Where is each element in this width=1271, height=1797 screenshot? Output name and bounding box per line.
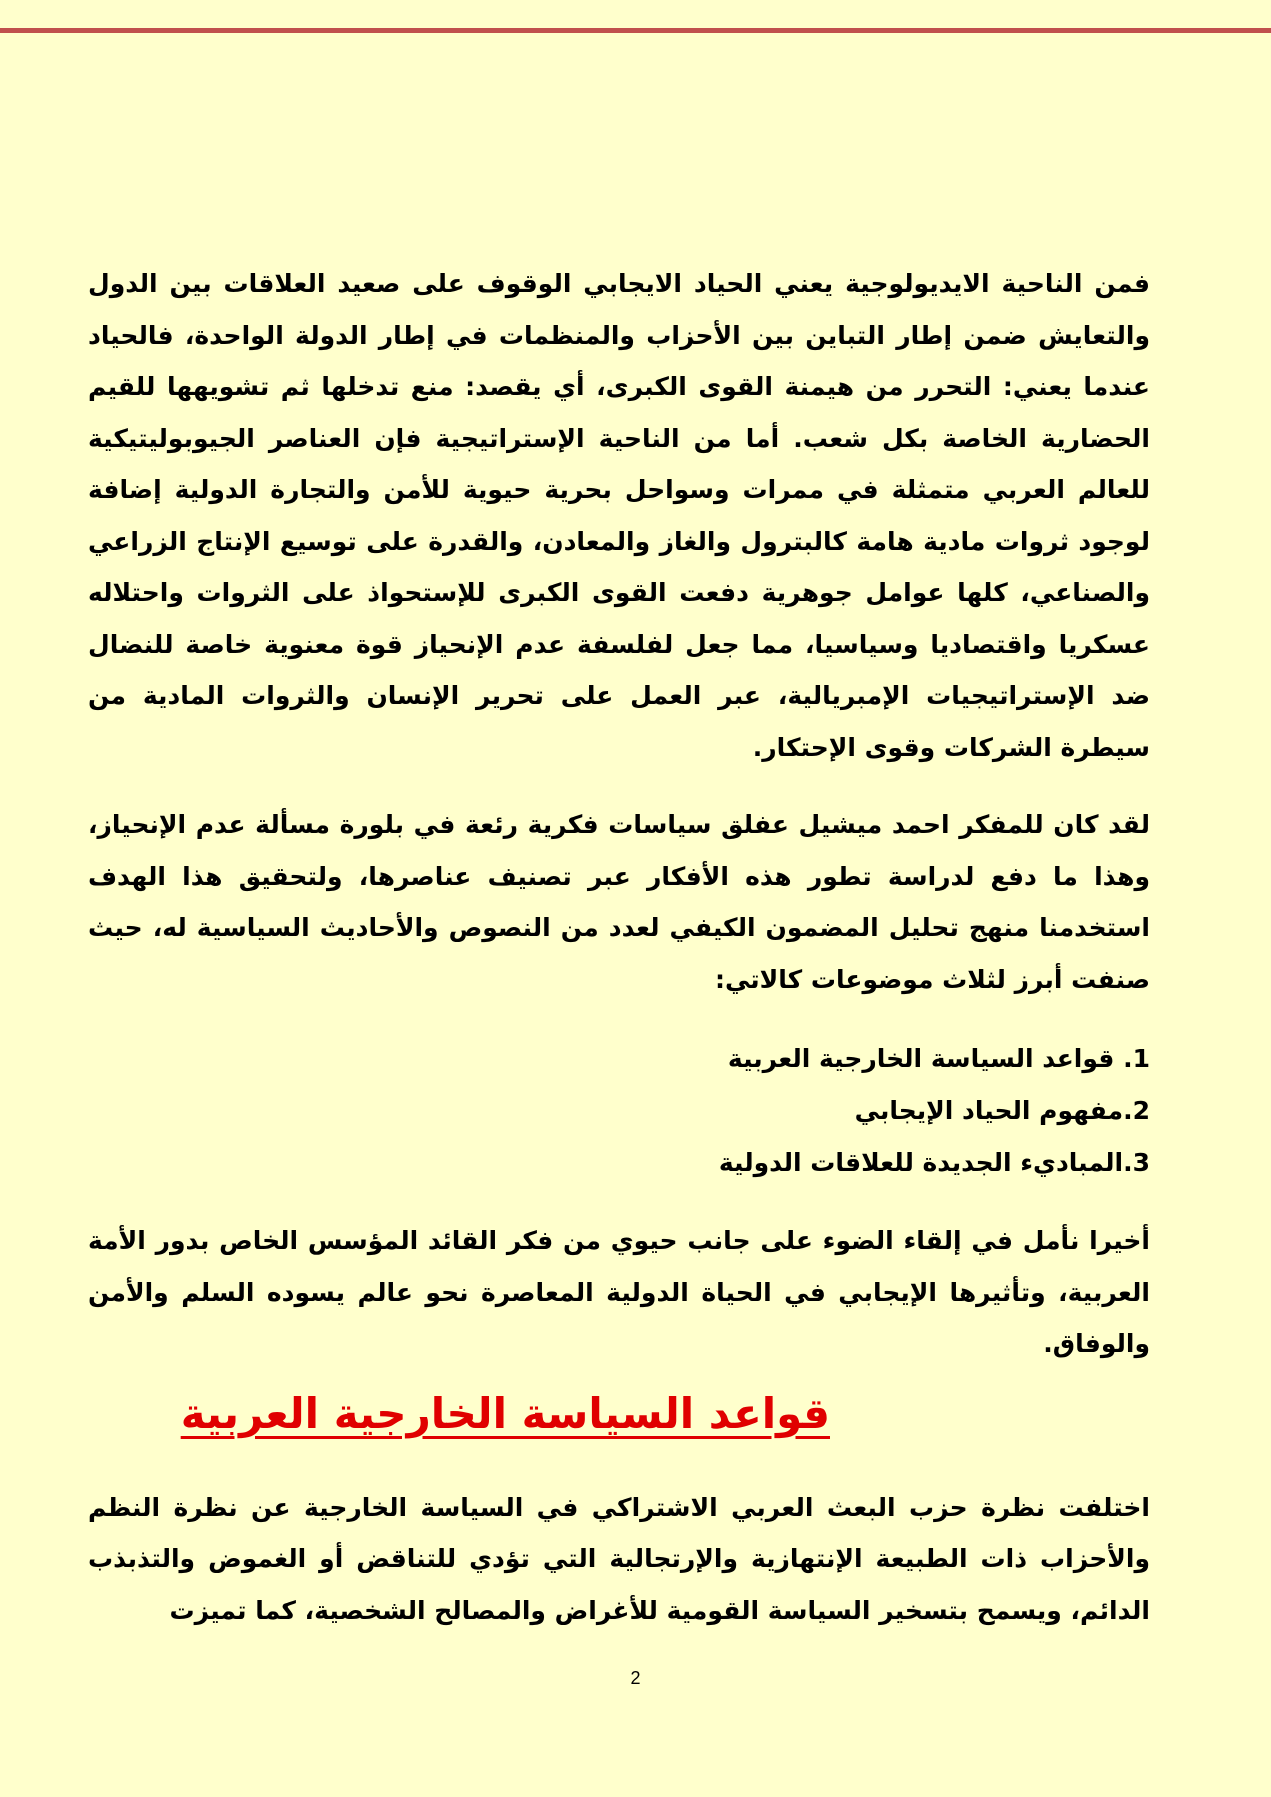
list-item: 2.مفهوم الحياد الإيجابي [854,1096,1150,1125]
paragraph-ideology: فمن الناحية الايديولوجية يعني الحياد الايجابي الوقوف على صعيد العلاقات بين الدول والتعايش ضمن إطار التباين بين الأحزاب والمنظمات في إطار الدولة الواحدة، فالحياد عندما يعني: التحرر من هيمنة القوى الكبرى، أي يقصد: منع تدخلها ثم تشويهها للقيم الحضارية الخاصة بكل شعب. أما من الناحية الإستراتيجية فإن العناصر الجيوبوليتيكية للعالم العربي متمثلة في ممرات وسواحل بحرية حيوية للأمن والتجارة الدولية إضافة لوجود ثروات مادية هامة كالبترول والغاز والمعادن، والقدرة على توسيع الإنتاج الزراعي والصناعي، كلها عوامل جوهرية دفعت القوى الكبرى للإستحواذ على الثروات واحتلاله عسكريا واقتصاديا وسياسيا، مما جعل لفلسفة عدم الإنحياز قوة معنوية خاصة للنضال ضد الإستراتيجيات الإمبريالية، عبر العمل على تحرير الإنسان والثروات المادية من سيطرة الشركات وقوى الإحتكار. [88,269,1150,762]
list-item: 1. قواعد السياسة الخارجية العربية [727,1044,1150,1073]
top-border-rule [0,28,1271,33]
paragraph-foreign-policy: اختلفت نظرة حزب البعث العربي الاشتراكي في السياسة الخارجية عن نظرة النظم والأحزاب ذات الطبيعة الإنتهازية والإرتجالية التي تؤدي للتناقض أو الغموض والتذبذب الدائم، ويسمح بتسخير السياسة القومية للأغراض والمصالح الشخصية، كما تميزت [88,1492,1150,1625]
section-heading: قواعد السياسة الخارجية العربية [180,1388,830,1438]
topics-list [88,1033,1150,1189]
list-item: 3.المباديء الجديدة للعلاقات الدولية [718,1148,1150,1177]
paragraph-study-intro: لقد كان للمفكر احمد ميشيل عفلق سياسات فكرية رئعة في بلورة مسألة عدم الإنحياز، وهذا ما دفع لدراسة تطور هذه الأفكار عبر تصنيف عناصرها، ولتحقيق هذا الهدف استخدمنا منهج تحليل المضمون الكيفي لعدد من النصوص والأحاديث السياسية له، حيث صنفت أبرز لثلاث موضوعات كالاتي: [88,810,1150,994]
document-body [88,258,1150,1636]
page-number: 2 [630,1668,641,1688]
paragraph-conclusion: أخيرا نأمل في إلقاء الضوء على جانب حيوي من فكر القائد المؤسس الخاص بدور الأمة العربية، وتأثيرها الإيجابي في الحياة الدولية المعاصرة نحو عالم يسوده السلم والأمن والوفاق. [88,1226,1150,1358]
